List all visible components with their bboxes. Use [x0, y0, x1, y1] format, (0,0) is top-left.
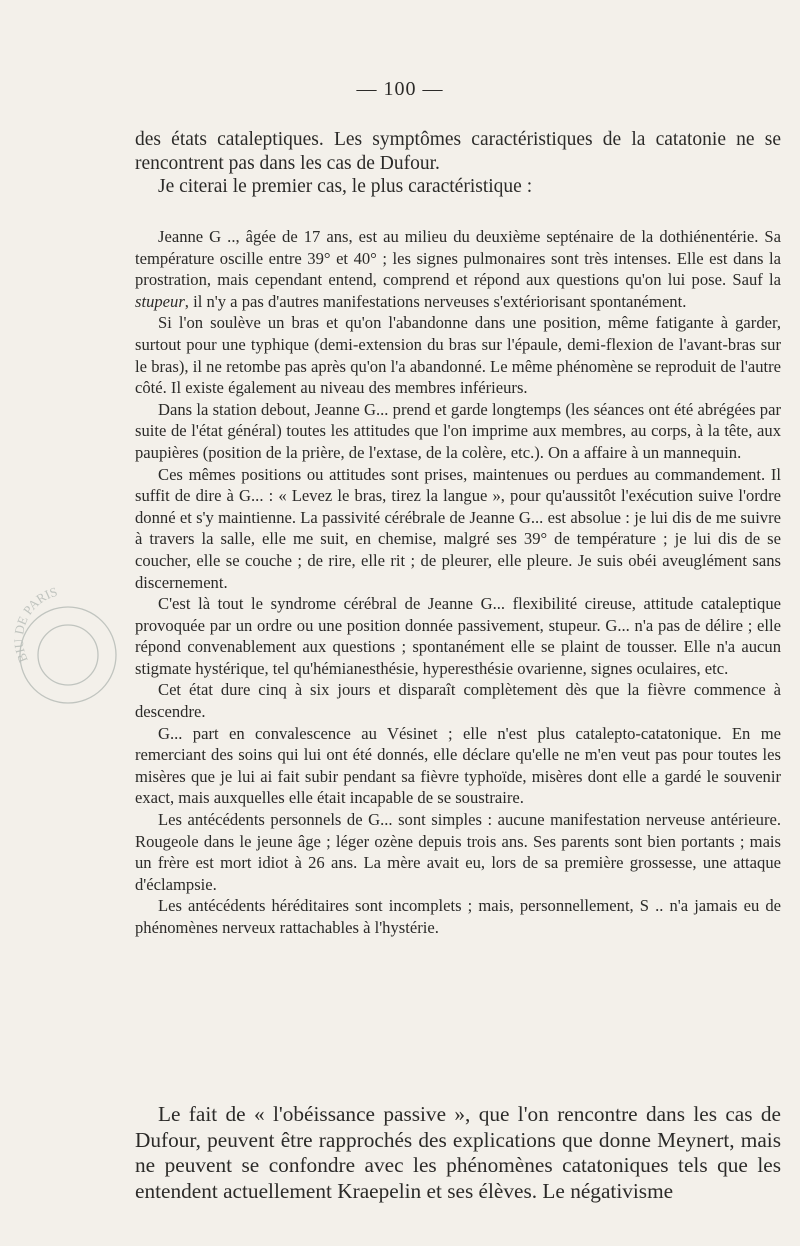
closing-paragraph: Le fait de « l'obéissance passive », que l'on rencontre dans les cas de Dufour, peuvent être rapprochés des explications que donne Meynert, mais ne peuvent se confondre avec les phénomènes catatoniques tels que les entendent actuellement Kraepelin et ses élèves. Le négativisme — [135, 1102, 781, 1203]
intro-paragraph-2: Je citerai le premier cas, le plus caractéristique : — [158, 176, 533, 197]
intro-paragraph-1: des états cataleptiques. Les symptômes caractéristiques de la catatonie ne se rencontrent pas dans les cas de Dufour. — [135, 129, 781, 174]
stamp-text — [11, 584, 59, 665]
case-paragraph-4: Ces mêmes positions ou attitudes sont prises, maintenues ou perdues au commandement. Il suffit de dire à G... : « Levez le bras, tirez la langue », pour qu'aussitôt l'exécution suive l'ordre donné et s'y maintienne. La passivité cérébrale de Jeanne G... est absolue : je lui dis de me suivre à travers la salle, elle me suit, en chemise, malgré ses 39° de température ; je lui dis de se coucher, elle se couche ; de rire, elle rit ; de pleurer, elle pleure. Je suis obéi aveuglément sans discernement. — [135, 464, 781, 592]
case-paragraph-7: G... part en convalescence au Vésinet ; elle n'est plus catalepto-catatonique. En me remerciant des soins qui lui ont été donnés, elle déclare qu'elle ne m'en veut pas pour toutes les misères que je lui ai fait subir pendant sa fièvre typhoïde, misères dont elle a gardé le souvenir exact, mais auxquelles elle était incapable de se soustraire. — [135, 723, 781, 808]
stamp-text-path: BIU DE PARIS — [10, 583, 60, 665]
case-p1-text: Jeanne G .., âgée de 17 ans, est au milieu du deuxième septénaire de la dothiénentérie. Sa température oscille entre 39° et 40° ; les signes pulmonaires sont très intenses. Elle est dans la prostration, mais cependant entend, comprend et répond aux questions qu'on lui pose. Sauf la — [135, 227, 781, 290]
page-number: — 100 — — [356, 78, 444, 100]
case-p1-italic: stupeur — [135, 291, 185, 311]
stamp-ring — [20, 607, 116, 703]
case-paragraph-3: Dans la station debout, Jeanne G... prend et garde longtemps (les séances ont été abrégées par suite de l'état général) toutes les attitudes que l'on imprime aux membres, au corps, à la tête, aux paupières (position de la prière, de l'extase, de la colère, etc.). On a affaire à un mannequin. — [135, 399, 781, 462]
case-paragraph-8: Les antécédents personnels de G... sont simples : aucune manifestation nerveuse antérieure. Rougeole dans le jeune âge ; léger ozène depuis trois ans. Ses parents sont bien portants ; mais un frère est mort idiot à 26 ans. La mère avait eu, lors de sa première grossesse, une attaque d'éclampsie. — [135, 810, 781, 894]
case-paragraph-9: Les antécédents héréditaires sont incomplets ; mais, personnellement, S .. n'a jamais eu de phénomènes nerveux rattachables à l'hystérie. — [135, 896, 781, 937]
case-paragraph-5: C'est là tout le syndrome cérébral de Jeanne G... flexibilité cireuse, attitude cataleptique provoquée par un ordre ou une position donnée passivement, stupeur. G... n'a pas de délire ; elle répond convenablement aux questions ; spontanément elle se plaint de tousser. Elle n'a aucun stigmate hystérique, tel qu'hémianesthésie, hyperesthésie ovarienne, signes oculaires, etc. — [135, 594, 781, 678]
case-p1-text-end: , il n'y a pas d'autres manifestations nerveuses s'extériorisant spontanément. — [184, 291, 687, 311]
case-paragraph-6: Cet état dure cinq à six jours et disparaît complètement dès que la fièvre commence à descendre. — [135, 680, 781, 722]
library-stamp — [8, 560, 126, 750]
case-report — [135, 226, 781, 939]
closing-section — [135, 1102, 781, 1204]
case-paragraph-1 — [135, 226, 781, 312]
case-paragraph-2: Si l'on soulève un bras et qu'on l'abandonne dans une position, même fatigante à garder, surtout pour une typhique (demi-extension du bras sur l'épaule, demi-flexion de l'avant-bras sur le bras), il ne retombe pas après qu'on l'a abandonné. Le même phénomène se reproduit de l'autre côté. Il existe également au niveau des membres inférieurs. — [135, 313, 781, 398]
intro-section — [135, 128, 781, 199]
